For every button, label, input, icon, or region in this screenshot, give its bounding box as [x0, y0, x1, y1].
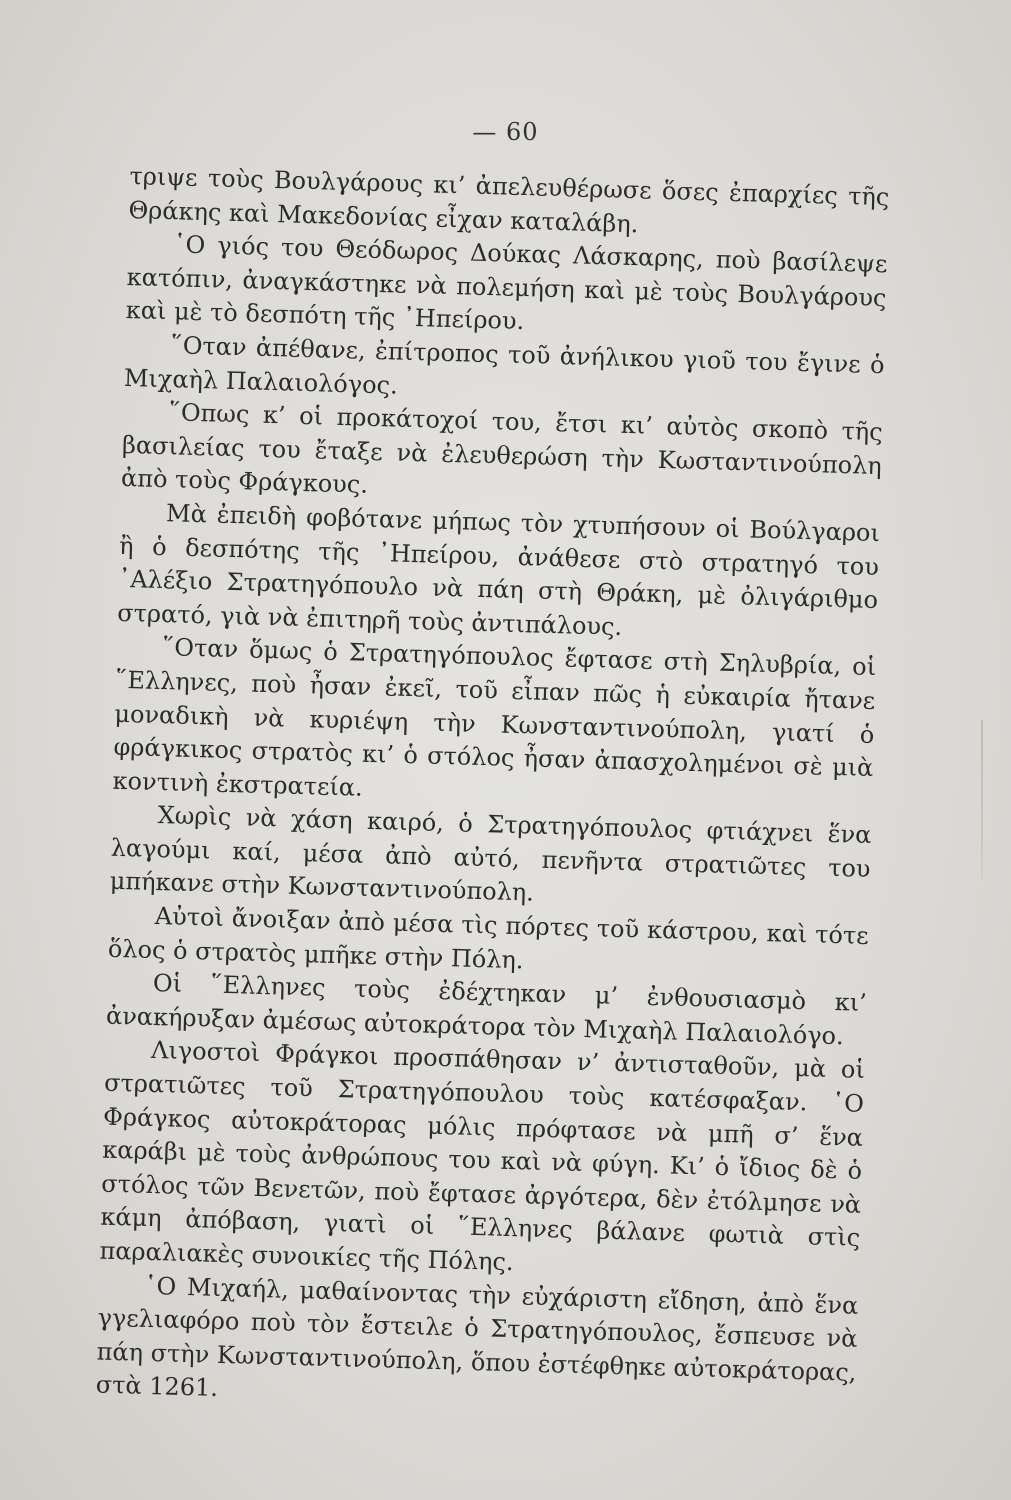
paragraph-7: Χωρὶς νὰ χάση καιρό, ὁ Στρατηγόπουλος φτιάχνει ἕνα λαγούμι καί, μέσα ἀπὸ αὐτό, πενῆντα στρατιῶτες του μπήκανε στὴν Κωνσταντινούπολη. [109, 801, 872, 908]
page-edge-shadow [981, 720, 983, 880]
paragraph-2: ῾Ο γιός του Θεόδωρος Δούκας Λάσκαρης, ποὺ βασίλεψε κατόπιν, ἀναγκάστηκε νὰ πολεμήση καὶ μὲ τοὺς Βουλγάρους καὶ μὲ τὸ δεσπότη τῆς ᾿Ηπείρου. [125, 230, 888, 336]
paragraph-11: ῾Ο Μιχαήλ, μαθαίνοντας τὴν εὐχάριστη εἴδηση, ἀπὸ ἕνα γγελιαφόρο ποὺ τὸν ἔστειλε ὁ Στρατηγόπουλος, ἔσπευσε νὰ πάη στὴν Κωνσταντινούπολη, ὅπου ἐστέφθηκε αὐτοκράτορας, στὰ 1261. [95, 1271, 859, 1403]
paragraph-6: ῞Οταν ὅμως ὁ Στρατηγόπουλος ἔφτασε στὴ Σηλυβρία, οἱ ῞Ελληνες, ποὺ ἦσαν ἐκεῖ, τοῦ εἶπαν πῶς ἡ εὐκαιρία ἤτανε μοναδικὴ νὰ κυριέψη τὴν Κωνσταντινούπολη, γιατί ὁ φράγκικος στρατὸς κι’ ὁ στόλος ἦσαν ἀπασχολημένοι σὲ μιὰ κοντινὴ ἐκστρατεία. [112, 633, 877, 802]
paragraph-9: Οἱ ῞Ελληνες τοὺς ἐδέχτηκαν μ’ ἐνθουσιασμὸ κι’ ἀνακήρυξαν ἀμέσως αὐτοκράτορα τὸν Μιχαὴλ Παλαιολόγο. [105, 969, 868, 1051]
paragraph-10: Λιγοστοὶ Φράγκοι προσπάθησαν ν’ ἀντισταθοῦν, μὰ οἱ στρατιῶτες τοῦ Στρατηγόπουλου τοὺς κατέσφαξαν. ῾Ο Φράγκος αὐτοκράτορας μόλις πρόφτασε νὰ μπῆ σ’ ἕνα καράβι μὲ τοὺς ἀνθρώπους του καὶ νὰ φύγη. Κι’ ὁ ἴδιος δὲ ὁ στόλος τῶν Βενετῶν, ποὺ ἔφτασε ἀργότερα, δὲν ἐτόλμησε νὰ κάμη ἀπόβαση, γιατὶ οἱ ῞Ελληνες βάλανε φωτιὰ στὶς παραλιακὲς συνοικίες τῆς Πόλης. [99, 1036, 866, 1277]
paragraph-4: ῞Οπως κ’ οἱ προκάτοχοί του, ἔτσι κι’ αὐτὸς σκοπὸ τῆς βασιλείας του ἔταξε νὰ ἐλευθερώση τὴν Κωσταντινούπολη ἀπὸ τοὺς Φράγκους. [120, 398, 884, 500]
paragraph-3: ῞Οταν ἀπέθανε, ἐπίτροπος τοῦ ἀνήλικου γιοῦ του ἔγινε ὁ Μιχαὴλ Παλαιολόγος. [123, 331, 885, 400]
paragraph-8: Αὐτοὶ ἄνοιξαν ἀπὸ μέσα τὶς πόρτες τοῦ κάστρου, καὶ τότε ὅλος ὁ στρατὸς μπῆκε στὴν Πόλη. [107, 902, 870, 974]
page-number: — 60 [472, 118, 539, 146]
paragraph-1: τριψε τοὺς Βουλγάρους κι’ ἀπελευθέρωσε ὅσες ἐπαρχίες τῆς Θράκης καὶ Μακεδονίας εἶχαν καταλάβη. [128, 161, 890, 238]
paragraph-5: Μὰ ἐπειδὴ φοβότανε μήπως τὸν χτυπήσουν οἱ Βούλγαροι ἢ ὁ δεσπότης τῆς ᾿Ηπείρου, ἀνάθεσε στὸ στρατηγό του ᾿Αλέξιο Στρατηγόπουλο νὰ πάη στὴ Θράκη, μὲ ὀλιγάριθμο στρατό, γιὰ νὰ ἐπιτηρῆ τοὺς ἀντιπάλους. [116, 499, 881, 641]
body-text [95, 160, 889, 1424]
